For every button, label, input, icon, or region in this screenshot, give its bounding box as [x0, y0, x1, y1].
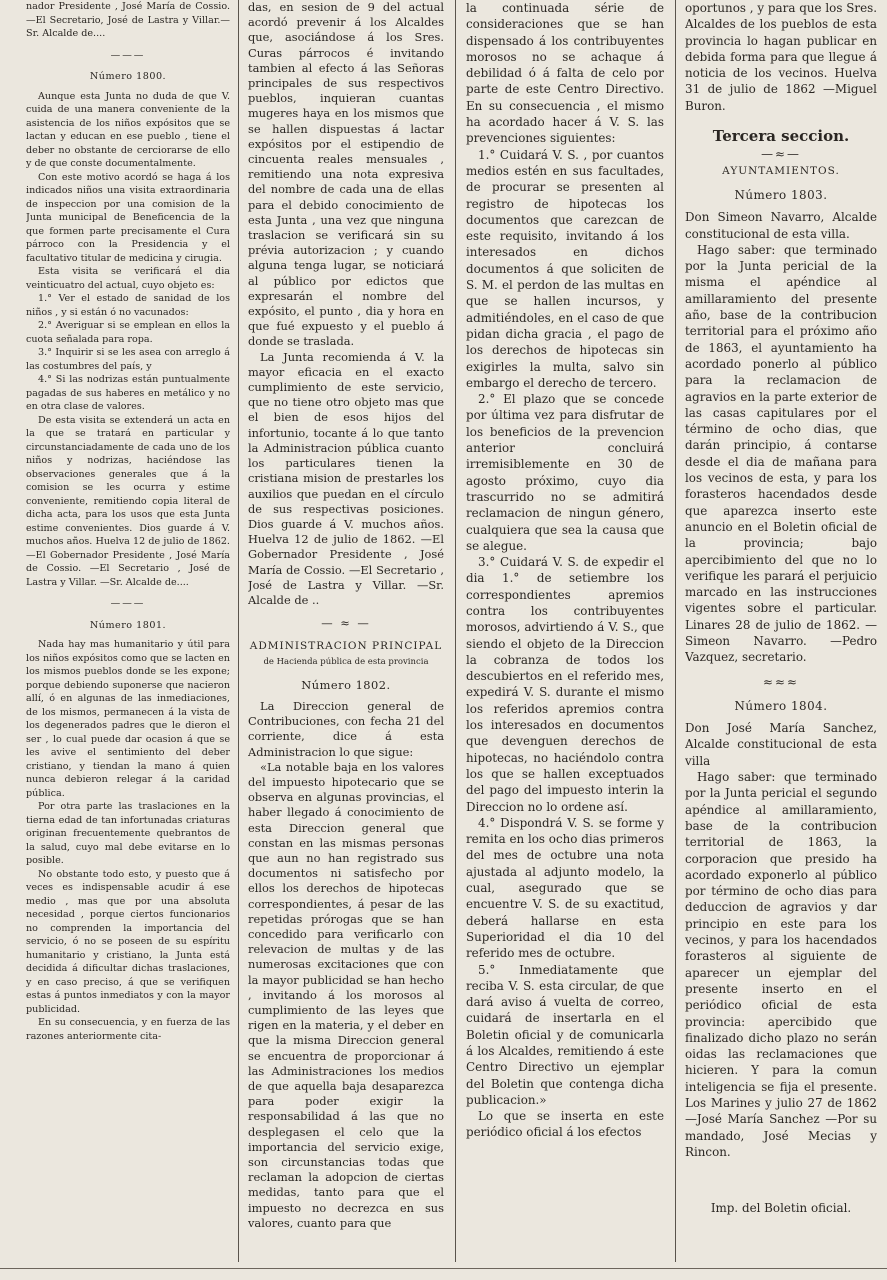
column-3 — [466, 0, 664, 1266]
paragraph: Nada hay mas humanitario y útil para los niños expósitos como que se lacten en los mismos pueblos donde se les expone; porque debiendo suponerse que nacieron allí, ó en algunas de las inmediaciones, de los mismos, permanecen á la vista de los degenerados padres que le dieron el ser , lo cual puede dar ocasion á que se les avive el sentimiento del deber cristiano, y tiendan la mano á quien nunca debieron relegar á la caridad pública. — [26, 639, 230, 799]
paragraph: En su consecuencia, y en fuerza de las razones anteriormente cita- — [26, 1017, 230, 1042]
column-rule — [455, 0, 456, 1262]
notice-number: Número 1801. — [89, 619, 167, 631]
paragraph: Por otra parte las traslaciones en la tierna edad de tan infortunadas criaturas originan frecuentemente quebrantos de la salud, cuyo mal debe evitarse en lo posible. — [26, 801, 230, 866]
paragraph: La Junta recomienda á V. la mayor eficacia en el exacto cumplimiento de este servicio, que no tiene otro objeto mas que el bien de esos hijos del infortunio, tocante á lo que tanto la Administracion pública cuanto los particulares tienen la cristiana mision de prestarles los auxilios que puedan en el círculo de sus respectivas posiciones. Dios guarde á V. muchos años. Huelva 12 de julio de 1862. —El Gobernador Presidente , José María de Cossio. —El Secretario , José de Lastra y Villar. —Sr. Alcalde de .. — [248, 349, 444, 607]
section-subheading: AYUNTAMIENTOS. — [722, 164, 840, 177]
paragraph: Hago saber: que terminado por la Junta pericial de la misma el apéndice al amillaramiento del presente año, base de la contribucion territorial para el próximo año de 1863, el ayuntamiento ha acordado ponerlo al público para la reclamacion de agravios en la parte exterior de las casas capitulares por el término de ocho dias, que darán principio, á contarse desde el dia de mañana para los vecinos de esta, y para los forasteros hacendados desde que aparezca inserto este anuncio en el Boletin oficial de la provincia; bajo apercibimiento del que no lo verifique les parará el perjuicio marcado en las instrucciones vigentes sobre el particular. Linares 28 de julio de 1862. —Simeon Navarro. —Pedro Vazquez, secretario. — [685, 242, 877, 665]
column-rule — [675, 0, 676, 1262]
paragraph: nador Presidente , José María de Cossio.—El Secretario, José de Lastra y Villar.—Sr. Alcalde de.... — [26, 1, 230, 39]
separator: ≈≈≈ — [763, 674, 799, 689]
separator: — ≈ — — [321, 616, 371, 631]
paragraph: Don José María Sanchez, Alcalde constitucional de esta villa — [685, 721, 877, 768]
paragraph: Lo que se inserta en este periódico oficial á los efectos — [466, 1109, 664, 1140]
list-item: 4.° Si las nodrizas están puntualmente pagadas de sus haberes en metálico y no en otra clase de valores. — [26, 374, 230, 412]
printer-imprint: Imp. del Boletin oficial. — [710, 1201, 852, 1216]
paragraph: Hago saber: que terminado por la Junta pericial el segundo apéndice al amillaramiento, base de la contribucion territorial de 1863, la corporacion que presido ha acordado exponerlo al público por término de ocho dias para deduccion de agravios y dar principio en este para los vecinos, y para los hacendados forasteros al siguiente de aparecer un ejemplar del presente inserto en el periódico oficial de esta provincia: apercibido que finalizado dicho plazo no serán oidas las reclamaciones que hicieren. Y para la comun inteligencia se fija el presente. Los Marines y julio 27 de 1862 —José María Sanchez —Por su mandado, José Mecias y Rincon. — [685, 770, 877, 1159]
column-1 — [26, 0, 230, 1266]
list-item: 1.° Ver el estado de sanidad de los niños , y si están ó no vacunados: — [26, 293, 230, 318]
column-rule — [238, 0, 239, 1262]
list-item: 2.° El plazo que se concede por última vez para disfrutar de los beneficios de la prevencion anterior concluirá irremisiblemente en 30 de agosto próximo, cuyo dia trascurrido no se admitirá reclamacion de ningun género, cualquiera que sea la causa que se alegue. — [466, 392, 664, 553]
separator: —≈— — [761, 147, 801, 162]
list-item: 2.° Averiguar si se emplean en ellos la cuota señalada para ropa. — [26, 320, 230, 345]
section-heading: ADMINISTRACION PRINCIPAL — [249, 640, 443, 653]
section-subheading: de Hacienda pública de esta provincia — [263, 656, 429, 667]
notice-number: Número 1802. — [301, 677, 391, 692]
paragraph: Aunque esta Junta no duda de que V. cuida de una manera conveniente de la asistencia de los niños expósitos que se lactan y educan en ese pueblo , tiene el deber no obstante de cerciorarse de ello y de que conste documentalmente. — [26, 90, 230, 169]
list-item: 1.° Cuidará V. S. , por cuantos medios estén en sus facultades, de procurar se presenten al registro de hipotecas los documentos que carezcan de este requisito, invitando á los interesados en dichos documentos á que soliciten de S. M. el perdon de las multas en que se hallen incursos, y admitiéndoles, en el caso de que pidan dicha gracia , el pago de los derechos de hipotecas sin exigirles la multa, salvo sin embargo el derecho de tercero. — [466, 147, 664, 390]
list-item: 3.° Cuidará V. S. de expedir el dia 1.° de setiembre los correspondientes apremios contra los contribuyentes morosos, advirtiendo á V. S., que siendo el objeto de la Direccion la cobranza de todos los descubiertos en el referido mes, expedirá V. S. durante el mismo los referidos apremios contra los interesados en documentos que devenguen derechos de hipotecas, no haciéndolo contra los que se hallen exceptuados del pago del impuesto interin la Direccion no lo ordene así. — [466, 555, 664, 814]
paragraph: Con este motivo acordó se haga á los indicados niños una visita extraordinaria de inspeccion por una comision de la Junta municipal de Beneficencia de la que formen parte precisamente el Cura párroco con la Presidencia y el facultativo titular de medicina y cirugia. — [26, 171, 230, 264]
separator: ——— — [110, 598, 146, 609]
notice-number: Número 1804. — [734, 698, 828, 713]
separator: ——— — [110, 49, 146, 61]
paragraph: Don Simeon Navarro, Alcalde constitucional de esta villa. — [685, 210, 877, 241]
paragraph: «La notable baja en los valores del impuesto hipotecario que se observa en algunas provincias, el haber llegado á conocimiento de esta Direccion general que constan en las mismas personas que aun no han registrado sus documentos ni satisfecho por ellos los derechos de hipotecas correspondientes, á pesar de las repetidas prórogas que se han concedido para verificarlo con relevacion de multas y de las numerosas excitaciones que con la mayor publicidad se han hecho , invitando á los morosos al cumplimiento de las leyes que rigen en la materia, y el deber en que la misma Direccion general se encuentra de proporcionar á las Administraciones los medios de que aquella baja desaparezca para poder exigir la responsabilidad á las que no desplegasen el celo que la importancia del servicio exige, son circunstancias todas que reclaman la adopcion de ciertas medidas, tanto para que el impuesto no decrezca en sus valores, cuanto para que — [248, 759, 444, 1230]
notice-number: Número 1803. — [734, 187, 828, 202]
notice-number: Número 1800. — [89, 71, 167, 82]
list-item: 4.° Dispondrá V. S. se forme y remita en los ocho dias primeros del mes de octubre una nota ajustada al adjunto modelo, la cual, asegurado que se encuentre V. S. de su exactitud, deberá hallarse en esta Superioridad el dia 10 del referido mes de octubre. — [466, 815, 664, 961]
column-2 — [248, 0, 444, 1266]
paragraph: oportunos , y para que los Sres. Alcaldes de los pueblos de esta provincia lo hagan publicar en debida forma para que llegue á noticia de los vecinos. Huelva 31 de julio de 1862 —Miguel Buron. — [685, 1, 877, 113]
paragraph: das, en sesion de 9 del actual acordó prevenir á los Alcaldes que, asociándose á los Sres. Curas párrocos é invitando tambien al efecto á las Señoras principales de sus respectivos pueblos, inquieran cuantas mugeres haya en los mismos que se hallen dispuestas á lactar expósitos por el estipendio de cincuenta reales mensuales , remitiendo una nota expresiva del nombre de cada una de ellas para el debido conocimiento de esta Junta , una vez que ninguna traslacion se verificará sin su prévia autorizacion ; y cuando alguna tenga lugar, se noticiará al público por edictos que expresarán el nombre del expósito, el punto , dia y hora en que fué expuesto y el pueblo á donde se traslada. — [248, 0, 444, 349]
paragraph: No obstante todo esto, y puesto que á veces es indispensable acudir á ese medio , mas que por una absoluta necesidad , porque ciertos funcionarios no comprenden la importancia del servicio, ó no se poseen de su espíritu humanitario y cristiano, la Junta está decidida á dificultar dichas traslaciones, y en caso preciso, á que se verifiquen estas á puntos inmediatos y con la mayor publicidad. — [26, 868, 230, 1015]
list-item: 5.° Inmediatamente que reciba V. S. esta circular, de que dará aviso á vuelta de correo, cuidará de insertarla en el Boletin oficial y de comunicarla á los Alcaldes, remitiendo á este Centro Directivo un ejemplar del Boletin que contenga dicha publicacion.» — [466, 962, 664, 1107]
paragraph: Esta visita se verificará el dia veinticuatro del actual, cuyo objeto es: — [26, 266, 230, 291]
paragraph: La Direccion general de Contribuciones, con fecha 21 del corriente, dice á esta Administracion lo que sigue: — [248, 698, 444, 759]
list-item: 3.° Inquirir si se les asea con arreglo á las costumbres del país, y — [26, 347, 230, 372]
section-heading: Tercera seccion. — [712, 127, 850, 146]
column-4 — [685, 0, 877, 1266]
paragraph: la continuada série de consideraciones que se han dispensado á los contribuyentes morosos no se achaque á debilidad ó á falta de celo por parte de este Centro Directivo. En su consecuencia , el mismo ha acordado hacer á V. S. las prevenciones siguientes: — [466, 1, 664, 146]
paragraph: De esta visita se extenderá un acta en la que se tratará en particular y circunstanciadamente de cada uno de los niños y nodrizas, haciéndose las observaciones generales que á la comision se les ocurra y estime conveniente, remitiendo copia literal de dicha acta, para los usos que esta Junta estime convenientes. Dios guarde á V. muchos años. Huelva 12 de julio de 1862. —El Gobernador Presidente , José María de Cossio. —El Secretario , José de Lastra y Villar. —Sr. Alcalde de.... — [26, 414, 230, 588]
page-bottom-rule — [0, 1268, 887, 1273]
